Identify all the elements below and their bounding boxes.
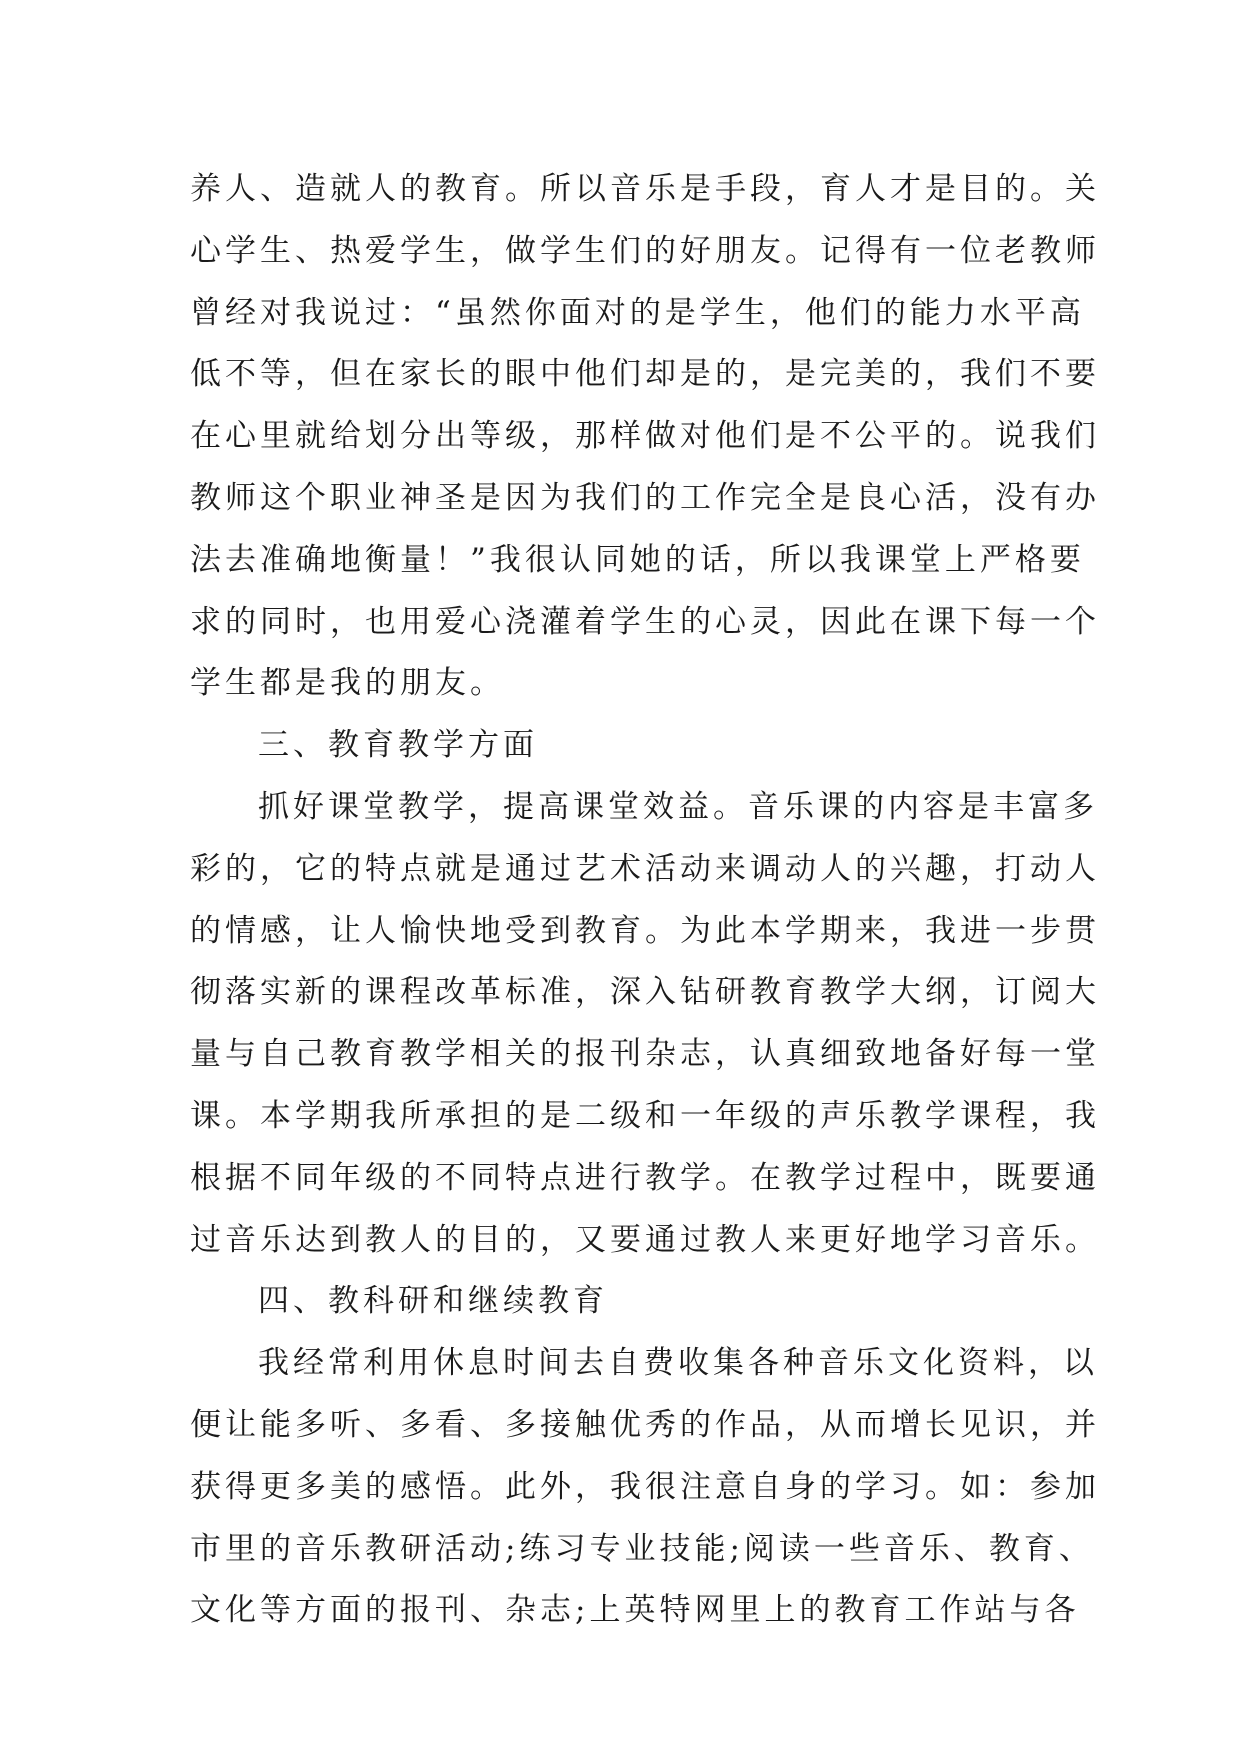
text-line: 教师这个职业神圣是因为我们的工作完全是良心活，没有办 — [190, 479, 1100, 516]
text-line: 便让能多听、多看、多接触优秀的作品，从而增长见识，并 — [190, 1406, 1100, 1443]
text-line: 心学生、热爱学生，做学生们的好朋友。记得有一位老教师 — [190, 232, 1100, 269]
text-line: 的情感，让人愉快地受到教育。为此本学期来，我进一步贯 — [190, 912, 1100, 949]
text-line: 量与自己教育教学相关的报刊杂志，认真细致地备好每一堂 — [190, 1036, 1100, 1073]
text-line: 抓好课堂教学，提高课堂效益。音乐课的内容是丰富多 — [258, 788, 1098, 825]
text-line: 我经常利用休息时间去自费收集各种音乐文化资料，以 — [258, 1345, 1098, 1382]
text-line: 文化等方面的报刊、杂志;上英特网里上的教育工作站与各 — [190, 1592, 1080, 1629]
text-line: 根据不同年级的不同特点进行教学。在教学过程中，既要通 — [190, 1159, 1100, 1196]
text-line: 彩的，它的特点就是通过艺术活动来调动人的兴趣，打动人 — [190, 850, 1100, 887]
text-line: 在心里就给划分出等级，那样做对他们是不公平的。说我们 — [190, 418, 1100, 455]
text-line: 彻落实新的课程改革标准，深入钻研教育教学大纲，订阅大 — [190, 974, 1100, 1011]
text-line: 曾经对我说过：“虽然你面对的是学生，他们的能力水平高 — [190, 294, 1085, 331]
text-line: 养人、造就人的教育。所以音乐是手段，育人才是目的。关 — [190, 171, 1100, 207]
text-line: 课。本学期我所承担的是二级和一年级的声乐教学课程，我 — [190, 1097, 1100, 1134]
text-line: 过音乐达到教人的目的，又要通过教人来更好地学习音乐。 — [190, 1221, 1100, 1258]
body-text — [190, 159, 1100, 1642]
text-line: 低不等，但在家长的眼中他们却是的，是完美的，我们不要 — [190, 356, 1100, 393]
text-line: 法去准确地衡量！”我很认同她的话，所以我课堂上严格要 — [190, 541, 1085, 578]
text-line: 获得更多美的感悟。此外，我很注意自身的学习。如：参加 — [190, 1468, 1100, 1505]
section-heading: 三、教育教学方面 — [258, 727, 538, 764]
text-line: 学生都是我的朋友。 — [190, 665, 505, 702]
section-heading: 四、教科研和继续教育 — [258, 1283, 608, 1320]
text-line: 求的同时，也用爱心浇灌着学生的心灵，因此在课下每一个 — [190, 603, 1100, 640]
text-line: 市里的音乐教研活动;练习专业技能;阅读一些音乐、教育、 — [190, 1530, 1094, 1567]
